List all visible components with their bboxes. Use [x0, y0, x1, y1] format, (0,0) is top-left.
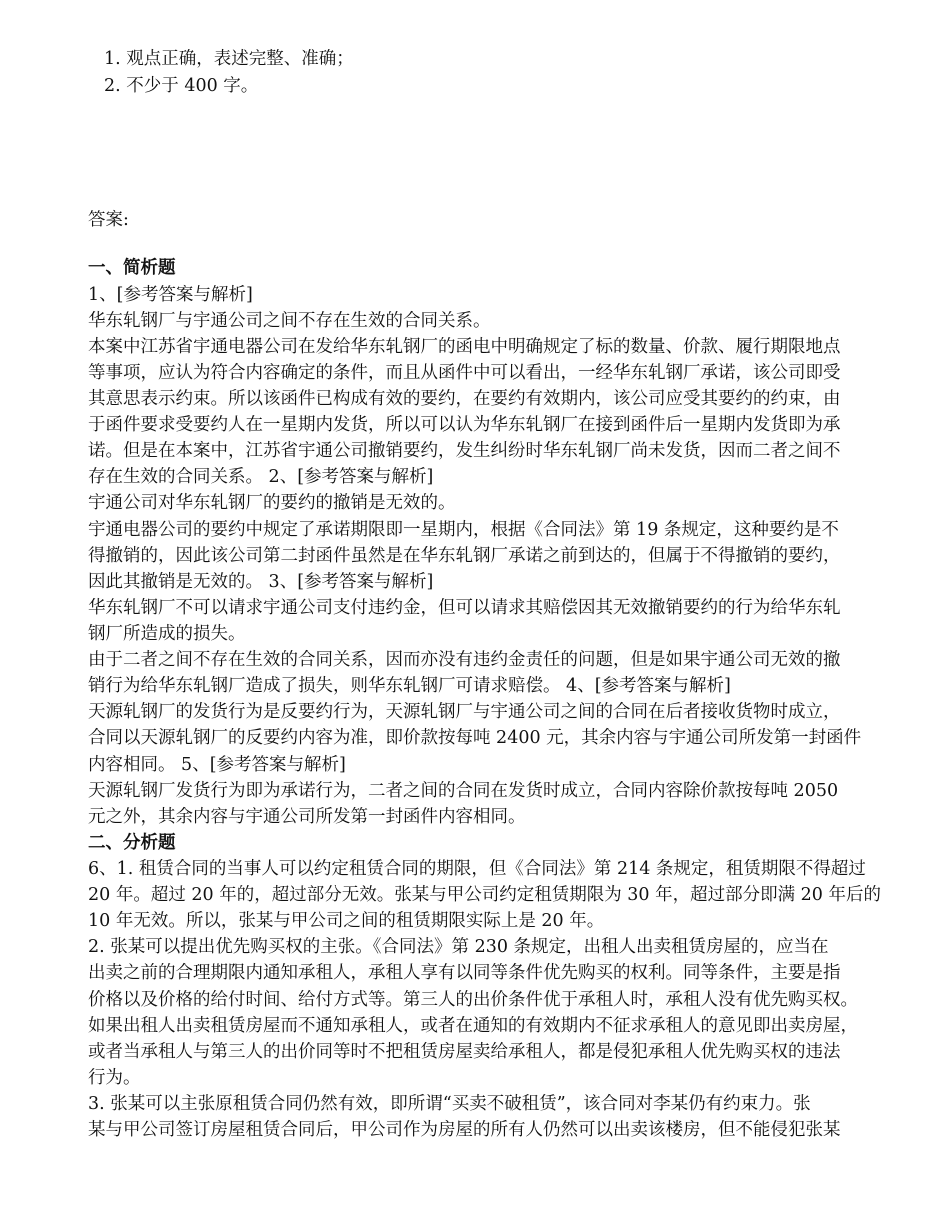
text-line: 销行为给华东轧钢厂造成了损失，则华东轧钢厂可请求赔偿。 4、[参考答案与解析]	[88, 676, 731, 696]
text-line: 或者当承租人与第三人的出价同等时不把租赁房屋卖给承租人，都是侵犯承租人优先购买权的违法	[88, 1042, 841, 1062]
text-line: 华东轧钢厂不可以请求宇通公司支付违约金，但可以请求其赔偿因其无效撤销要约的行为给华东轧	[88, 598, 841, 618]
text-line: 其意思表示约束。所以该函件已构成有效的要约，在要约有效期内，该公司应受其要约的约束，由	[88, 389, 841, 409]
answer-label: 答案:	[88, 210, 129, 230]
text-line: 行为。	[88, 1068, 141, 1088]
text-line: 天源轧钢厂的发货行为是反要约行为，天源轧钢厂与宇通公司之间的合同在后者接收货物时成立，	[88, 702, 841, 722]
text-line: 20 年。超过 20 年的，超过部分无效。张某与甲公司约定租赁期限为 30 年，超过部分即满 20 年后的	[88, 885, 882, 905]
text-line: 诺。但是在本案中，江苏省宇通公司撤销要约，发生纠纷时华东轧钢厂尚未发货，因而二者之间不	[88, 441, 841, 461]
text-line: 天源轧钢厂发货行为即为承诺行为，二者之间的合同在发货时成立，合同内容除价款按每吨 2050	[88, 781, 839, 801]
requirement-2: 2. 不少于 400 字。	[104, 76, 259, 96]
section-title-2: 二、分析题	[88, 833, 176, 853]
text-line: 1、[参考答案与解析]	[88, 285, 253, 305]
text-line: 出卖之前的合理期限内通知承租人，承租人享有以同等条件优先购买的权利。同等条件，主要是指	[88, 963, 841, 983]
text-line: 本案中江苏省宇通电器公司在发给华东轧钢厂的函电中明确规定了标的数量、价款、履行期限地点	[88, 337, 841, 357]
text-line: 10 年无效。所以，张某与甲公司之间的租赁期限实际上是 20 年。	[88, 911, 605, 931]
text-line: 得撤销的，因此该公司第二封函件虽然是在华东轧钢厂承诺之前到达的，但属于不得撤销的要约，	[88, 546, 841, 566]
text-line: 6、1. 租赁合同的当事人可以约定租赁合同的期限，但《合同法》第 214 条规定，租赁期限不得超过	[88, 859, 866, 879]
section-title-1: 一、简析题	[88, 258, 176, 278]
text-line: 等事项，应认为符合内容确定的条件，而且从函件中可以看出，一经华东轧钢厂承诺，该公司即受	[88, 363, 841, 383]
text-line: 宇通电器公司的要约中规定了承诺期限即一星期内，根据《合同法》第 19 条规定，这种要约是不	[88, 520, 839, 540]
text-line: 宇通公司对华东轧钢厂的要约的撤销是无效的。	[88, 493, 456, 513]
text-line: 3. 张某可以主张原租赁合同仍然有效，即所谓“买卖不破租赁”，该合同对李某仍有约束力。张	[88, 1094, 811, 1114]
text-line: 由于二者之间不存在生效的合同关系，因而亦没有违约金责任的问题，但是如果宇通公司无效的撤	[88, 650, 841, 670]
text-line: 华东轧钢厂与宇通公司之间不存在生效的合同关系。	[88, 311, 491, 331]
text-line: 因此其撤销是无效的。 3、[参考答案与解析]	[88, 572, 434, 592]
text-line: 内容相同。 5、[参考答案与解析]	[88, 755, 346, 775]
text-line: 如果出租人出卖租赁房屋而不通知承租人，或者在通知的有效期内不征求承租人的意见即出卖房屋，	[88, 1016, 858, 1036]
text-line: 存在生效的合同关系。 2、[参考答案与解析]	[88, 467, 434, 487]
text-line: 于函件要求受要约人在一星期内发货，所以可以认为华东轧钢厂在接到函件后一星期内发货即为承	[88, 415, 841, 435]
text-line: 某与甲公司签订房屋租赁合同后，甲公司作为房屋的所有人仍然可以出卖该楼房，但不能侵犯张某	[88, 1120, 841, 1140]
text-line: 钢厂所造成的损失。	[88, 624, 246, 644]
requirement-1: 1. 观点正确，表述完整、准确；	[104, 49, 354, 69]
text-line: 元之外，其余内容与宇通公司所发第一封函件内容相同。	[88, 807, 526, 827]
text-line: 合同以天源轧钢厂的反要约内容为准，即价款按每吨 2400 元，其余内容与宇通公司所发第一封函件	[88, 728, 862, 748]
text-line: 2. 张某可以提出优先购买权的主张。《合同法》第 230 条规定，出租人出卖租赁房屋的，应当在	[88, 937, 829, 957]
text-line: 价格以及价格的给付时间、给付方式等。第三人的出价条件优于承租人时，承租人没有优先购买权。	[88, 990, 858, 1010]
